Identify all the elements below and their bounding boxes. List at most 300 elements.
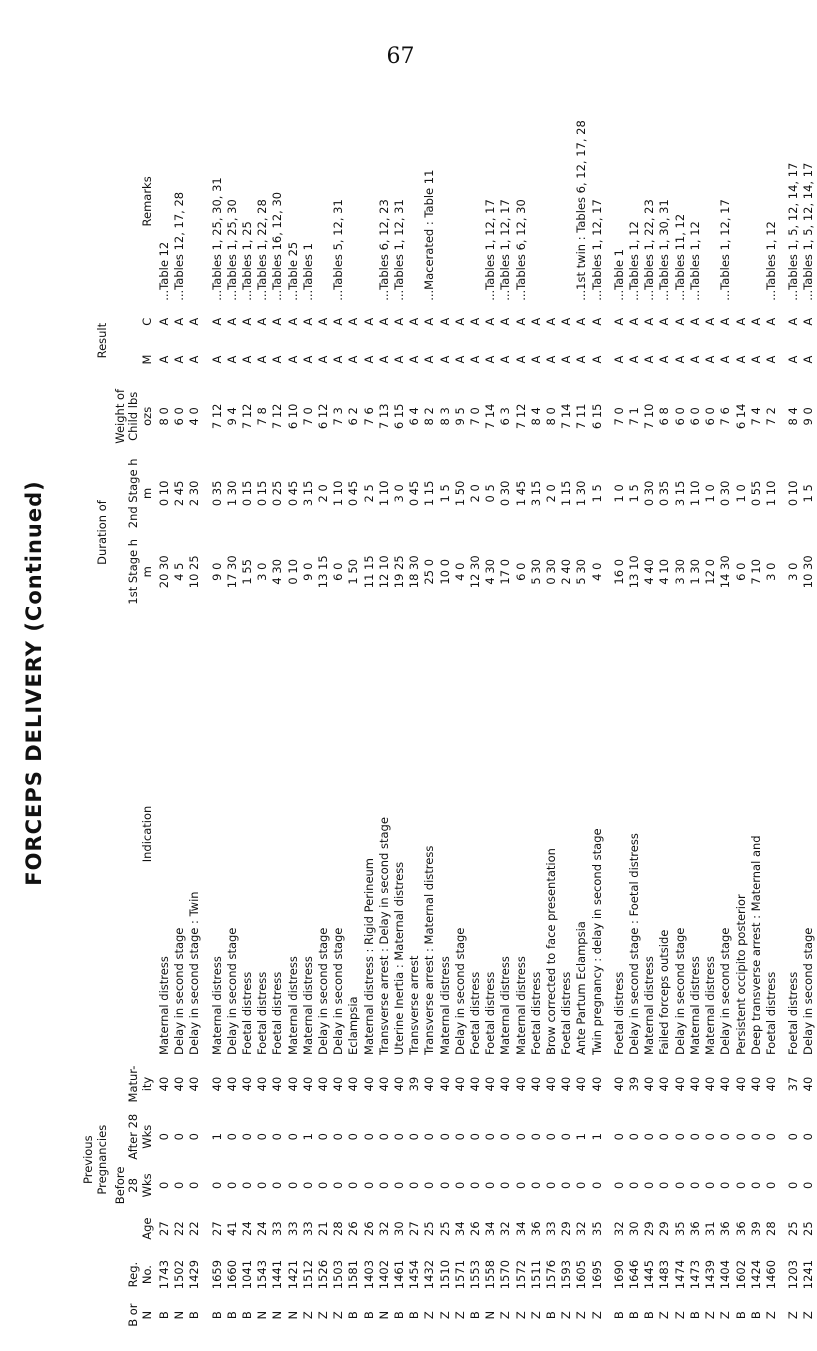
cell-reg-no: 1402 [376, 1259, 391, 1290]
cell-indication: Foetal distress [270, 971, 285, 1055]
cell-first-stage: 4 30 [270, 558, 285, 585]
cell-prev-before: 0 [376, 1181, 391, 1190]
cell-prev-before: 0 [407, 1181, 422, 1190]
cell-prev-before: 0 [718, 1181, 733, 1190]
cell-prev-after: 0 [483, 1133, 498, 1141]
cell-remarks: ...Tables 1, 5, 12, 14, 17 [786, 162, 801, 301]
cell-b-or-n: Z [786, 1311, 801, 1320]
cell-indication: Delay in second stage [672, 927, 687, 1055]
cell-prev-before: 0 [437, 1181, 452, 1190]
cell-prev-after: 0 [627, 1133, 642, 1141]
cell-result-c: A [224, 317, 239, 326]
cell-b-or-n: B [240, 1311, 254, 1320]
cell-maturity: 40 [703, 1076, 718, 1092]
cell-result-c: A [452, 317, 467, 326]
cell-weight: 7 0 [468, 407, 483, 426]
cell-result-m: A [528, 355, 543, 364]
cell-weight: 7 6 [361, 407, 376, 426]
cell-indication: Delay in second stage [331, 927, 346, 1055]
cell-b-or-n: B [407, 1311, 422, 1320]
cell-prev-after: 0 [687, 1133, 702, 1141]
cell-second-stage: 2 30 [187, 480, 202, 507]
cell-reg-no: 1571 [452, 1259, 467, 1290]
cell-age: 32 [574, 1221, 589, 1236]
cell-remarks: ...Tables 1, 12, 17 [718, 199, 733, 301]
cell-weight: 9 4 [224, 407, 239, 426]
cell-result-m: A [574, 355, 589, 364]
table-row [590, 100, 605, 1330]
cell-prev-after: 0 [642, 1133, 657, 1141]
table-row [627, 100, 642, 1330]
cell-prev-before: 0 [672, 1181, 687, 1190]
cell-first-stage: 16 0 [611, 558, 626, 585]
cell-prev-after: 0 [559, 1133, 574, 1141]
cell-remarks: ...Tables 1, 12 [763, 221, 778, 301]
cell-reg-no: 1743 [156, 1259, 171, 1290]
col-result-m: M [140, 354, 155, 365]
cell-prev-before: 0 [331, 1181, 346, 1190]
cell-second-stage: 1 10 [331, 480, 346, 507]
cell-prev-after: 0 [801, 1133, 816, 1141]
cell-second-stage: 1 10 [687, 480, 702, 507]
table-row [574, 100, 589, 1330]
col-reg-no: Reg. No. [126, 1261, 155, 1288]
table-row [316, 100, 331, 1330]
cell-result-m: A [513, 355, 528, 364]
delivery-table-container [80, 100, 816, 1330]
cell-prev-before: 0 [574, 1181, 589, 1190]
cell-maturity: 40 [468, 1076, 483, 1092]
cell-prev-before: 0 [687, 1181, 702, 1190]
cell-prev-after: 1 [300, 1133, 315, 1141]
table-row [225, 100, 240, 1330]
cell-result-c: A [209, 317, 224, 326]
cell-weight: 7 1 [627, 407, 642, 426]
cell-reg-no: 1659 [209, 1259, 224, 1290]
cell-result-m: A [209, 355, 224, 364]
cell-remarks [703, 100, 718, 303]
cell-result-m: A [187, 355, 202, 364]
cell-prev-before: 0 [559, 1181, 574, 1190]
cell-result-m: A [468, 355, 483, 364]
cell-reg-no: 1543 [255, 1259, 270, 1290]
cell-weight: 7 14 [559, 403, 574, 430]
cell-weight: 8 0 [156, 407, 171, 426]
cell-indication: Delay in second stage [718, 927, 733, 1055]
cell-indication: Brow corrected to face presentation [544, 848, 559, 1055]
cell-maturity: 40 [498, 1076, 513, 1092]
cell-prev-before: 0 [187, 1181, 202, 1190]
cell-maturity: 40 [574, 1076, 589, 1092]
cell-result-m: A [687, 355, 702, 364]
page-number: 67 [386, 44, 415, 69]
cell-prev-before: 0 [172, 1181, 187, 1190]
cell-maturity: 37 [786, 1076, 801, 1092]
cell-weight: 8 2 [422, 407, 437, 426]
cell-first-stage: 6 0 [331, 562, 346, 581]
cell-result-m: A [300, 355, 315, 364]
table-row [187, 100, 202, 1330]
cell-reg-no: 1646 [627, 1259, 642, 1290]
cell-weight: 8 3 [437, 407, 452, 426]
cell-age: 22 [172, 1221, 187, 1236]
cell-result-m: A [361, 355, 376, 364]
cell-reg-no: 1403 [361, 1259, 376, 1290]
cell-maturity: 40 [300, 1076, 315, 1092]
cell-first-stage: 1 30 [687, 558, 702, 585]
cell-weight: 7 14 [483, 403, 498, 430]
cell-second-stage: 3 0 [392, 484, 407, 503]
cell-result-m: A [748, 355, 763, 364]
cell-second-stage: 1 0 [703, 484, 718, 503]
cell-reg-no: 1576 [544, 1259, 559, 1290]
table-row [514, 100, 529, 1330]
cell-result-m: A [483, 355, 498, 364]
cell-indication: Twin pregnancy : delay in second stage [589, 828, 604, 1055]
cell-indication: Delay in second stage [224, 927, 239, 1055]
cell-prev-before: 0 [255, 1181, 270, 1190]
cell-result-m: A [346, 355, 361, 364]
cell-second-stage: 0 45 [407, 480, 422, 507]
cell-reg-no: 1512 [300, 1259, 315, 1290]
cell-weight: 6 0 [172, 407, 187, 426]
cell-maturity: 40 [763, 1076, 778, 1092]
cell-age: 35 [589, 1221, 604, 1236]
cell-second-stage: 0 25 [270, 480, 285, 507]
cell-weight: 6 2 [346, 407, 361, 426]
cell-age: 27 [407, 1221, 422, 1236]
table-row [688, 100, 703, 1330]
cell-weight: 7 4 [748, 407, 763, 426]
cell-indication: Maternal distress : Rigid Perineum [361, 857, 376, 1055]
cell-reg-no: 1581 [346, 1259, 361, 1290]
cell-prev-before: 0 [544, 1181, 559, 1190]
cell-weight: 7 8 [255, 407, 270, 426]
cell-age: 35 [672, 1221, 687, 1236]
cell-remarks: ...Tables 1, 5, 12, 14, 17 [801, 162, 816, 301]
cell-first-stage: 3 30 [672, 558, 687, 585]
cell-result-c: A [285, 317, 300, 326]
cell-result-c: A [559, 317, 574, 326]
cell-result-c: A [346, 317, 361, 326]
cell-reg-no: 1602 [733, 1259, 748, 1290]
cell-maturity: 40 [544, 1076, 559, 1092]
cell-prev-after: 0 [437, 1133, 452, 1141]
cell-prev-after: 1 [574, 1133, 589, 1141]
cell-b-or-n: Z [559, 1311, 574, 1320]
cell-first-stage: 20 30 [156, 555, 171, 589]
cell-prev-after: 0 [786, 1133, 801, 1141]
cell-prev-after: 0 [657, 1133, 672, 1141]
cell-maturity: 40 [270, 1076, 285, 1092]
cell-first-stage: 17 0 [498, 558, 513, 585]
cell-reg-no: 1660 [224, 1259, 239, 1290]
cell-prev-before: 0 [748, 1181, 763, 1190]
cell-first-stage: 5 30 [574, 558, 589, 585]
cell-prev-after: 0 [498, 1133, 513, 1141]
cell-prev-after: 0 [270, 1133, 285, 1141]
cell-result-c: A [187, 317, 202, 326]
cell-prev-before: 0 [801, 1181, 816, 1190]
cell-remarks [749, 100, 764, 303]
cell-b-or-n: B [209, 1311, 224, 1320]
cell-indication: Delay in second stage [801, 927, 816, 1055]
cell-result-c: A [331, 317, 346, 326]
table-row [801, 100, 816, 1330]
cell-result-m: A [611, 355, 626, 364]
cell-b-or-n: B [611, 1311, 626, 1320]
cell-second-stage: 0 35 [209, 480, 224, 507]
cell-prev-after: 0 [422, 1133, 437, 1141]
cell-b-or-n: Z [452, 1311, 467, 1320]
cell-reg-no: 1473 [687, 1259, 702, 1290]
cell-b-or-n: Z [763, 1311, 778, 1320]
cell-result-c: A [748, 317, 763, 326]
cell-remarks: ...Tables 1, 30, 31 [657, 199, 672, 301]
cell-prev-before: 0 [156, 1181, 171, 1190]
table-row [407, 100, 422, 1330]
cell-maturity: 40 [392, 1076, 407, 1092]
cell-b-or-n: Z [589, 1311, 604, 1320]
cell-result-m: A [498, 355, 513, 364]
cell-age: 29 [642, 1221, 657, 1236]
cell-prev-before: 0 [642, 1181, 657, 1190]
cell-maturity: 40 [513, 1076, 528, 1092]
cell-maturity: 40 [718, 1076, 733, 1092]
separator-cell [779, 100, 786, 1330]
table-row [764, 100, 779, 1330]
cell-second-stage: 1 30 [224, 480, 239, 507]
table-row [544, 100, 559, 1330]
cell-indication: Foetal distress [559, 971, 574, 1055]
cell-first-stage: 0 10 [285, 558, 300, 585]
cell-prev-before: 0 [224, 1181, 239, 1190]
cell-result-c: A [589, 317, 604, 326]
cell-remarks: ...Tables 1, 12 [627, 221, 642, 301]
table-row [703, 100, 718, 1330]
cell-reg-no: 1404 [718, 1259, 733, 1290]
cell-b-or-n: Z [703, 1311, 718, 1320]
cell-age: 26 [361, 1221, 376, 1236]
cell-first-stage: 25 0 [422, 558, 437, 585]
cell-age: 36 [528, 1221, 543, 1236]
cell-b-or-n: B [187, 1311, 202, 1320]
cell-maturity: 40 [156, 1076, 171, 1092]
table-row [210, 100, 225, 1330]
cell-result-m: A [422, 355, 437, 364]
cell-result-c: A [316, 317, 331, 326]
cell-prev-after: 0 [255, 1133, 270, 1141]
cell-remarks: ...Tables 6, 12, 23 [376, 199, 391, 301]
cell-weight: 6 0 [687, 407, 702, 426]
cell-result-c: A [468, 317, 483, 326]
cell-weight: 6 3 [498, 407, 513, 426]
cell-reg-no: 1558 [483, 1259, 498, 1290]
cell-first-stage: 6 0 [733, 562, 748, 581]
cell-maturity: 39 [407, 1076, 422, 1092]
cell-second-stage: 3 15 [672, 480, 687, 507]
cell-remarks: ...Tables 12, 17, 28 [172, 191, 187, 301]
cell-first-stage: 10 30 [801, 555, 816, 589]
cell-prev-after: 1 [589, 1133, 604, 1141]
cell-maturity: 40 [687, 1076, 702, 1092]
cell-result-c: A [172, 317, 187, 326]
table-row [422, 100, 437, 1330]
cell-remarks: ...Table 25 [285, 241, 300, 301]
forceps-delivery-table [80, 100, 817, 1330]
col-weight: Weight of Child lbs ozs [112, 388, 155, 444]
cell-weight: 6 15 [589, 403, 604, 430]
cell-b-or-n: B [642, 1311, 657, 1320]
cell-remarks [529, 100, 544, 303]
cell-b-or-n: B [156, 1311, 171, 1320]
cell-indication: Ante Partum Eclampsia [574, 921, 589, 1055]
cell-age: 34 [513, 1221, 528, 1236]
cell-age: 33 [270, 1221, 285, 1236]
cell-first-stage: 4 0 [452, 562, 467, 581]
cell-age: 33 [285, 1221, 300, 1236]
cell-remarks [316, 100, 331, 303]
table-row [331, 100, 346, 1330]
cell-age: 25 [801, 1221, 816, 1236]
cell-result-c: A [733, 317, 748, 326]
cell-second-stage: 3 15 [300, 480, 315, 507]
cell-prev-before: 0 [703, 1181, 718, 1190]
cell-first-stage: 18 30 [407, 555, 422, 589]
cell-first-stage: 9 0 [300, 562, 315, 581]
cell-result-c: A [483, 317, 498, 326]
cell-reg-no: 1203 [786, 1259, 801, 1290]
cell-age: 26 [468, 1221, 483, 1236]
cell-indication: Maternal distress [703, 956, 718, 1055]
cell-indication: Delay in second stage [316, 927, 331, 1055]
cell-result-m: A [240, 355, 254, 364]
cell-age: 32 [498, 1221, 513, 1236]
cell-result-c: A [361, 317, 376, 326]
cell-maturity: 40 [642, 1076, 657, 1092]
cell-remarks [544, 100, 559, 303]
cell-age: 32 [376, 1221, 391, 1236]
cell-second-stage: 1 0 [733, 484, 748, 503]
cell-result-m: A [733, 355, 748, 364]
cell-first-stage: 10 25 [187, 555, 202, 589]
col-age: Age [140, 1217, 155, 1240]
cell-weight: 6 4 [407, 407, 422, 426]
cell-age: 26 [346, 1221, 361, 1236]
cell-reg-no: 1570 [498, 1259, 513, 1290]
cell-reg-no: 1511 [528, 1259, 543, 1290]
cell-prev-before: 0 [285, 1181, 300, 1190]
cell-reg-no: 1421 [285, 1259, 300, 1290]
cell-reg-no: 1241 [801, 1259, 816, 1290]
col-group-duration: Duration of [94, 500, 109, 565]
cell-age: 34 [452, 1221, 467, 1236]
cell-remarks: ...Tables 1, 12, 31 [392, 199, 407, 301]
cell-b-or-n: Z [498, 1311, 513, 1320]
cell-reg-no: 1041 [240, 1259, 254, 1290]
cell-indication: Delay in second stage : Foetal distress [627, 833, 642, 1055]
cell-reg-no: 1460 [763, 1259, 778, 1290]
cell-result-c: A [786, 317, 801, 326]
table-row [734, 100, 749, 1330]
table-row [718, 100, 733, 1330]
cell-second-stage: 0 15 [240, 480, 254, 507]
cell-indication: Foetal distress [528, 971, 543, 1055]
cell-result-m: A [270, 355, 285, 364]
cell-remarks: ...Tables 1, 25, 30 [224, 199, 239, 301]
cell-indication: Maternal distress [285, 956, 300, 1055]
table-row [559, 100, 574, 1330]
cell-prev-after: 0 [331, 1133, 346, 1141]
cell-weight: 4 0 [187, 407, 202, 426]
cell-prev-before: 0 [498, 1181, 513, 1190]
cell-remarks: ...Tables 1, 22, 28 [255, 199, 270, 301]
cell-b-or-n: B [346, 1311, 361, 1320]
cell-reg-no: 1593 [559, 1259, 574, 1290]
cell-age: 33 [300, 1221, 315, 1236]
cell-remarks: ...1st twin : Tables 6, 12, 17, 28 [574, 120, 589, 301]
cell-remarks: ...Tables 1, 25 [240, 221, 254, 301]
group-separator [605, 100, 612, 1330]
cell-prev-after: 0 [285, 1133, 300, 1141]
side-title: FORCEPS DELIVERY (Continued) [22, 480, 46, 886]
group-separator [203, 100, 210, 1330]
cell-b-or-n: B [544, 1311, 559, 1320]
cell-prev-after: 0 [156, 1133, 171, 1141]
col-remarks: Remarks [140, 176, 155, 227]
cell-second-stage: 2 5 [361, 484, 376, 503]
cell-remarks [559, 100, 574, 303]
cell-indication: Delay in second stage [452, 927, 467, 1055]
cell-first-stage: 11 15 [361, 555, 376, 589]
cell-prev-after: 0 [468, 1133, 483, 1141]
table-row [438, 100, 453, 1330]
cell-first-stage: 12 0 [703, 558, 718, 585]
cell-weight: 7 13 [376, 403, 391, 430]
cell-indication: Foetal distress [468, 971, 483, 1055]
cell-age: 24 [240, 1221, 254, 1236]
cell-result-c: A [528, 317, 543, 326]
cell-b-or-n: B [627, 1311, 642, 1320]
cell-prev-before: 0 [627, 1181, 642, 1190]
cell-indication: Uterine Inertia : Maternal distress [392, 861, 407, 1055]
table-row [172, 100, 187, 1330]
cell-reg-no: 1510 [437, 1259, 452, 1290]
cell-b-or-n: N [483, 1310, 498, 1320]
cell-remarks [346, 100, 361, 303]
table-row [240, 100, 255, 1330]
cell-indication: Transverse arrest [407, 955, 422, 1055]
cell-age: 34 [483, 1221, 498, 1236]
cell-result-m: A [544, 355, 559, 364]
cell-reg-no: 1454 [407, 1259, 422, 1290]
cell-b-or-n: N [172, 1310, 187, 1320]
cell-prev-after: 0 [392, 1133, 407, 1141]
cell-maturity: 40 [316, 1076, 331, 1092]
cell-indication: Maternal distress [498, 956, 513, 1055]
cell-second-stage: 2 45 [172, 480, 187, 507]
cell-result-m: A [172, 355, 187, 364]
cell-weight: 7 12 [513, 403, 528, 430]
separator-cell [203, 100, 210, 1330]
cell-b-or-n: B [392, 1311, 407, 1320]
cell-prev-before: 0 [611, 1181, 626, 1190]
table-row [157, 100, 172, 1330]
cell-result-m: A [156, 355, 171, 364]
cell-maturity: 40 [801, 1076, 816, 1092]
cell-remarks: ...Tables 16, 12, 30 [270, 191, 285, 301]
cell-second-stage: 1 30 [574, 480, 589, 507]
